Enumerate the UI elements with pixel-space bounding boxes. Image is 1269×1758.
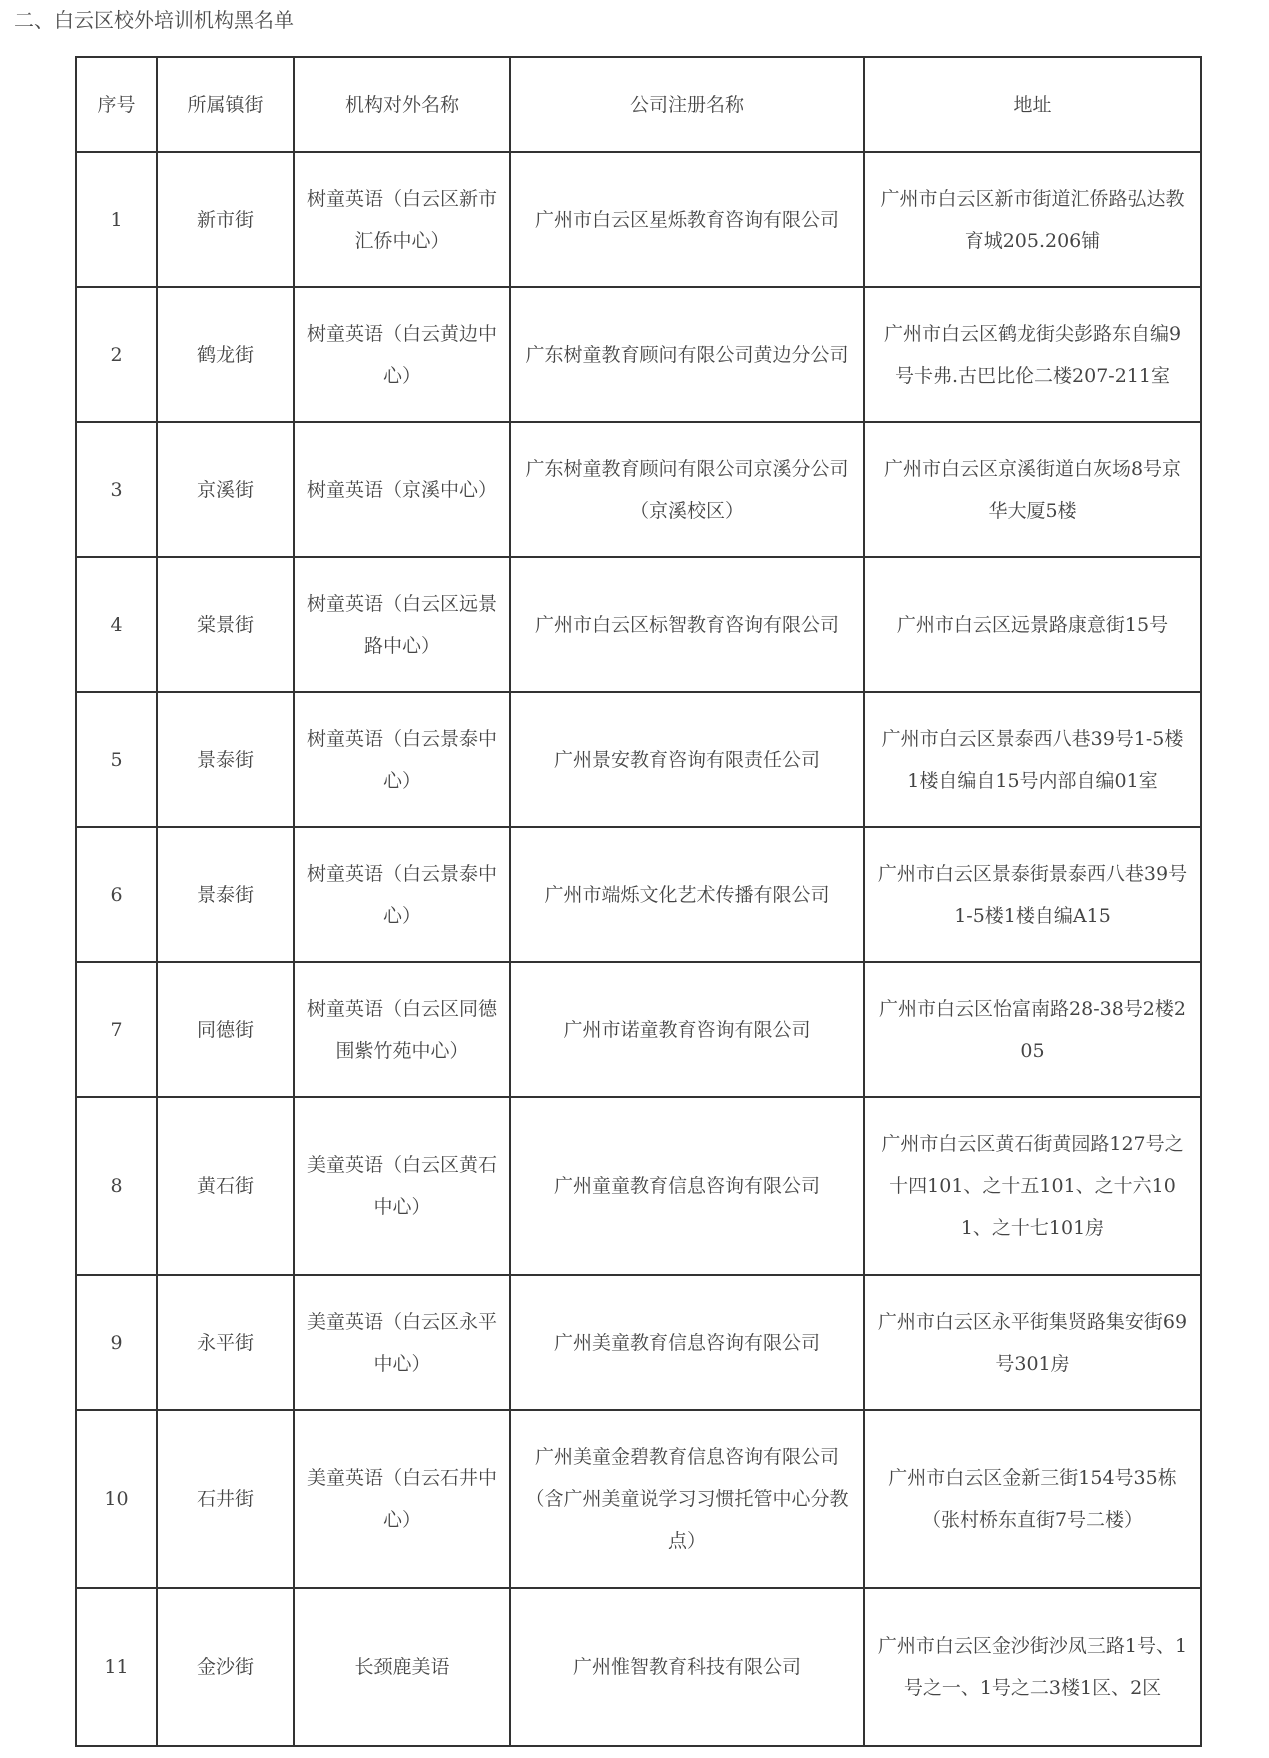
- cell-company-name: 广州童童教育信息咨询有限公司: [510, 1097, 864, 1275]
- cell-street: 京溪街: [157, 422, 294, 557]
- table-row: [76, 557, 1201, 692]
- document-title: 二、白云区校外培训机构黑名单: [14, 8, 294, 32]
- table-row: [76, 1588, 1201, 1746]
- cell-address: 广州市白云区永平街集贤路集安街69号301房: [864, 1275, 1201, 1410]
- header-address: 地址: [864, 57, 1201, 152]
- cell-street: 鹤龙街: [157, 287, 294, 422]
- cell-street: 永平街: [157, 1275, 294, 1410]
- cell-no: 7: [76, 962, 157, 1097]
- cell-no: 10: [76, 1410, 157, 1588]
- table-row: [76, 827, 1201, 962]
- header-company-name: 公司注册名称: [510, 57, 864, 152]
- cell-no: 6: [76, 827, 157, 962]
- cell-street: 金沙街: [157, 1588, 294, 1746]
- cell-company-name: 广州市诺童教育咨询有限公司: [510, 962, 864, 1097]
- cell-address: 广州市白云区景泰街景泰西八巷39号1-5楼1楼自编A15: [864, 827, 1201, 962]
- header-org-name: 机构对外名称: [294, 57, 510, 152]
- cell-company-name: 广州美童教育信息咨询有限公司: [510, 1275, 864, 1410]
- cell-company-name: 广州市端烁文化艺术传播有限公司: [510, 827, 864, 962]
- cell-org-name: 长颈鹿美语: [294, 1588, 510, 1746]
- cell-company-name: 广州美童金碧教育信息咨询有限公司（含广州美童说学习习惯托管中心分教点）: [510, 1410, 864, 1588]
- cell-org-name: 树童英语（白云景泰中心）: [294, 827, 510, 962]
- cell-org-name: 树童英语（京溪中心）: [294, 422, 510, 557]
- cell-org-name: 树童英语（白云区远景路中心）: [294, 557, 510, 692]
- table-row: [76, 962, 1201, 1097]
- blacklist-table: [75, 56, 1202, 1747]
- table-header-row: [76, 57, 1201, 152]
- cell-address: 广州市白云区怡富南路28-38号2楼205: [864, 962, 1201, 1097]
- cell-no: 8: [76, 1097, 157, 1275]
- table-row: [76, 1275, 1201, 1410]
- table-row: [76, 692, 1201, 827]
- cell-street: 新市街: [157, 152, 294, 287]
- table-row: [76, 1410, 1201, 1588]
- cell-org-name: 树童英语（白云黄边中心）: [294, 287, 510, 422]
- cell-org-name: 树童英语（白云区新市汇侨中心）: [294, 152, 510, 287]
- cell-company-name: 广州市白云区星烁教育咨询有限公司: [510, 152, 864, 287]
- cell-address: 广州市白云区京溪街道白灰场8号京华大厦5楼: [864, 422, 1201, 557]
- cell-street: 棠景街: [157, 557, 294, 692]
- cell-no: 5: [76, 692, 157, 827]
- table-row: [76, 152, 1201, 287]
- header-no: 序号: [76, 57, 157, 152]
- cell-company-name: 广州市白云区标智教育咨询有限公司: [510, 557, 864, 692]
- cell-address: 广州市白云区黄石街黄园路127号之十四101、之十五101、之十六101、之十七101房: [864, 1097, 1201, 1275]
- cell-address: 广州市白云区景泰西八巷39号1-5楼1楼自编自15号内部自编01室: [864, 692, 1201, 827]
- cell-street: 石井街: [157, 1410, 294, 1588]
- cell-address: 广州市白云区金新三街154号35栋（张村桥东直街7号二楼）: [864, 1410, 1201, 1588]
- cell-company-name: 广东树童教育顾问有限公司京溪分公司（京溪校区）: [510, 422, 864, 557]
- cell-street: 同德街: [157, 962, 294, 1097]
- cell-no: 9: [76, 1275, 157, 1410]
- table-row: [76, 422, 1201, 557]
- cell-company-name: 广州惟智教育科技有限公司: [510, 1588, 864, 1746]
- table-row: [76, 1097, 1201, 1275]
- cell-no: 4: [76, 557, 157, 692]
- cell-org-name: 树童英语（白云区同德围紫竹苑中心）: [294, 962, 510, 1097]
- cell-org-name: 美童英语（白云石井中心）: [294, 1410, 510, 1588]
- cell-address: 广州市白云区鹤龙街尖彭路东自编9号卡弗.古巴比伦二楼207-211室: [864, 287, 1201, 422]
- cell-address: 广州市白云区新市街道汇侨路弘达教育城205.206铺: [864, 152, 1201, 287]
- header-street: 所属镇街: [157, 57, 294, 152]
- cell-no: 2: [76, 287, 157, 422]
- cell-org-name: 美童英语（白云区黄石中心）: [294, 1097, 510, 1275]
- cell-no: 3: [76, 422, 157, 557]
- cell-company-name: 广东树童教育顾问有限公司黄边分公司: [510, 287, 864, 422]
- blacklist-table-container: [75, 56, 1200, 1747]
- cell-org-name: 美童英语（白云区永平中心）: [294, 1275, 510, 1410]
- cell-no: 11: [76, 1588, 157, 1746]
- cell-no: 1: [76, 152, 157, 287]
- cell-org-name: 树童英语（白云景泰中心）: [294, 692, 510, 827]
- cell-company-name: 广州景安教育咨询有限责任公司: [510, 692, 864, 827]
- cell-street: 黄石街: [157, 1097, 294, 1275]
- cell-address: 广州市白云区远景路康意街15号: [864, 557, 1201, 692]
- table-row: [76, 287, 1201, 422]
- cell-street: 景泰街: [157, 827, 294, 962]
- cell-street: 景泰街: [157, 692, 294, 827]
- cell-address: 广州市白云区金沙街沙凤三路1号、1号之一、1号之二3楼1区、2区: [864, 1588, 1201, 1746]
